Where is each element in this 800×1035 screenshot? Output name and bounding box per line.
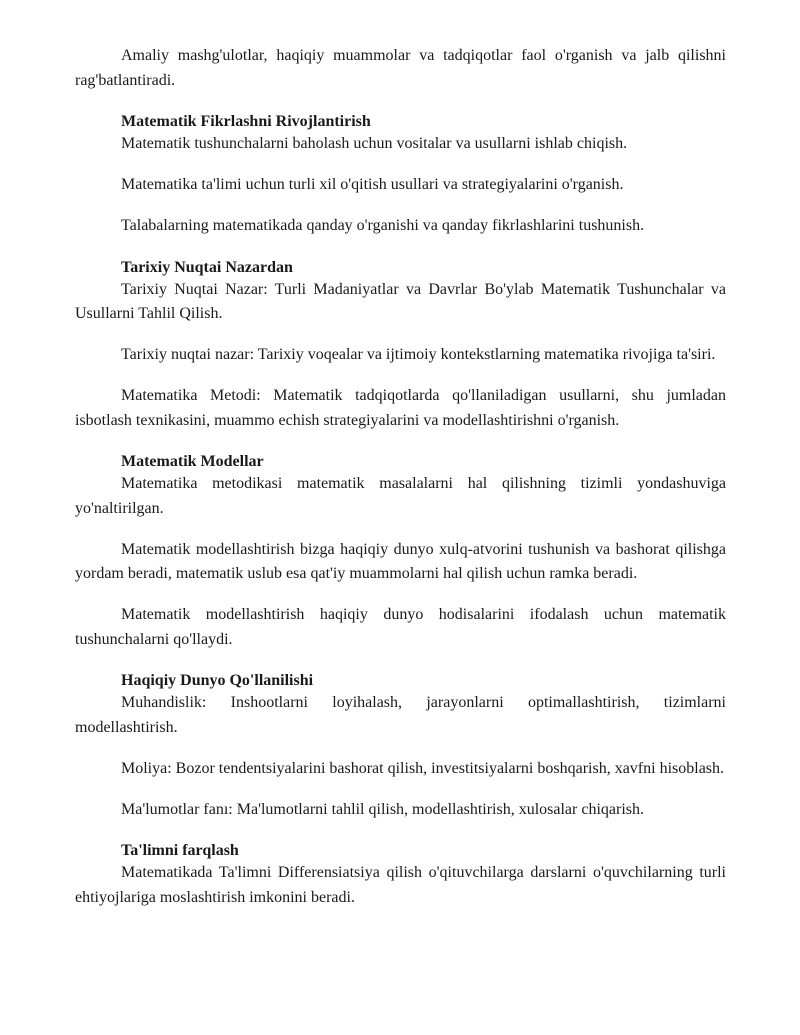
section-heading: Tarixiy Nuqtai Nazardan [121, 258, 293, 276]
document-page [75, 44, 726, 910]
section-paragraph: Matematik modellashtirish haqiqiy dunyo hodisalarini ifodalash uchun matematik tushunchalarni qo'llaydi. [75, 606, 726, 648]
section-heading: Ta'limni farqlash [121, 842, 239, 859]
section-paragraph: Talabalarning matematikada qanday o'rganishi va qanday fikrlashlarini tushunish. [121, 217, 645, 234]
section-paragraph: Matematikada Ta'limni Differensiatsiya qilish o'qituvchilarga darslarni o'quvchilarning turli ehtiyojlariga moslashtirish imkonini beradi. [75, 864, 726, 906]
section-heading: Haqiqiy Dunyo Qo'llanilishi [121, 672, 314, 689]
section-paragraph: Matematika ta'limi uchun turli xil o'qitish usullari va strategiyalarini o'rganish. [121, 176, 624, 193]
section-paragraph: Matematik modellashtirish bizga haqiqiy dunyo xulq-atvorini tushunish va bashorat qilishga yordam beradi, matematik uslub esa qat'iy muammolarni hal qilish uchun ramka beradi. [75, 540, 726, 582]
intro-paragraph: Amaliy mashg'ulotlar, haqiqiy muammolar va tadqiqotlar faol o'rganish va jalb qilishni rag'batlantiradi. [75, 47, 726, 89]
section-paragraph: Tarixiy Nuqtai Nazar: Turli Madaniyatlar va Davrlar Bo'ylab Matematik Tushunchalar va Usullarni Tahlil Qilish. [75, 280, 726, 322]
section-heading: Matematik Fikrlashni Rivojlantirish [121, 113, 371, 130]
section-paragraph: Matematika metodikasi matematik masalalarni hal qilishning tizimli yondashuviga yo'naltirilgan. [75, 475, 726, 517]
section-paragraph: Moliya: Bozor tendentsiyalarini bashorat qilish, investitsiyalarni boshqarish, xavfni hisoblash. [121, 759, 725, 777]
section-paragraph: Matematika Metodi: Matematik tadqiqotlarda qo'llaniladigan usullarni, shu jumladan isbotlash texnikasini, muammo echish strategiyalarini va modellashtirishni o'rganish. [75, 387, 726, 429]
section-paragraph: Tarixiy nuqtai nazar: Tarixiy voqealar va ijtimoiy kontekstlarning matematika rivojiga ta'siri. [121, 346, 716, 363]
section-heading: Matematik Modellar [121, 453, 264, 470]
section-paragraph: Matematik tushunchalarni baholash uchun vositalar va usullarni ishlab chiqish. [121, 135, 628, 152]
section-paragraph: Muhandislik: Inshootlarni loyihalash, jarayonlarni optimallashtirish, tizimlarni modellashtirish. [75, 694, 726, 736]
section-paragraph: Ma'lumotlar fanı: Ma'lumotlarni tahlil qilish, modellashtirish, xulosalar chiqarish. [121, 800, 645, 818]
